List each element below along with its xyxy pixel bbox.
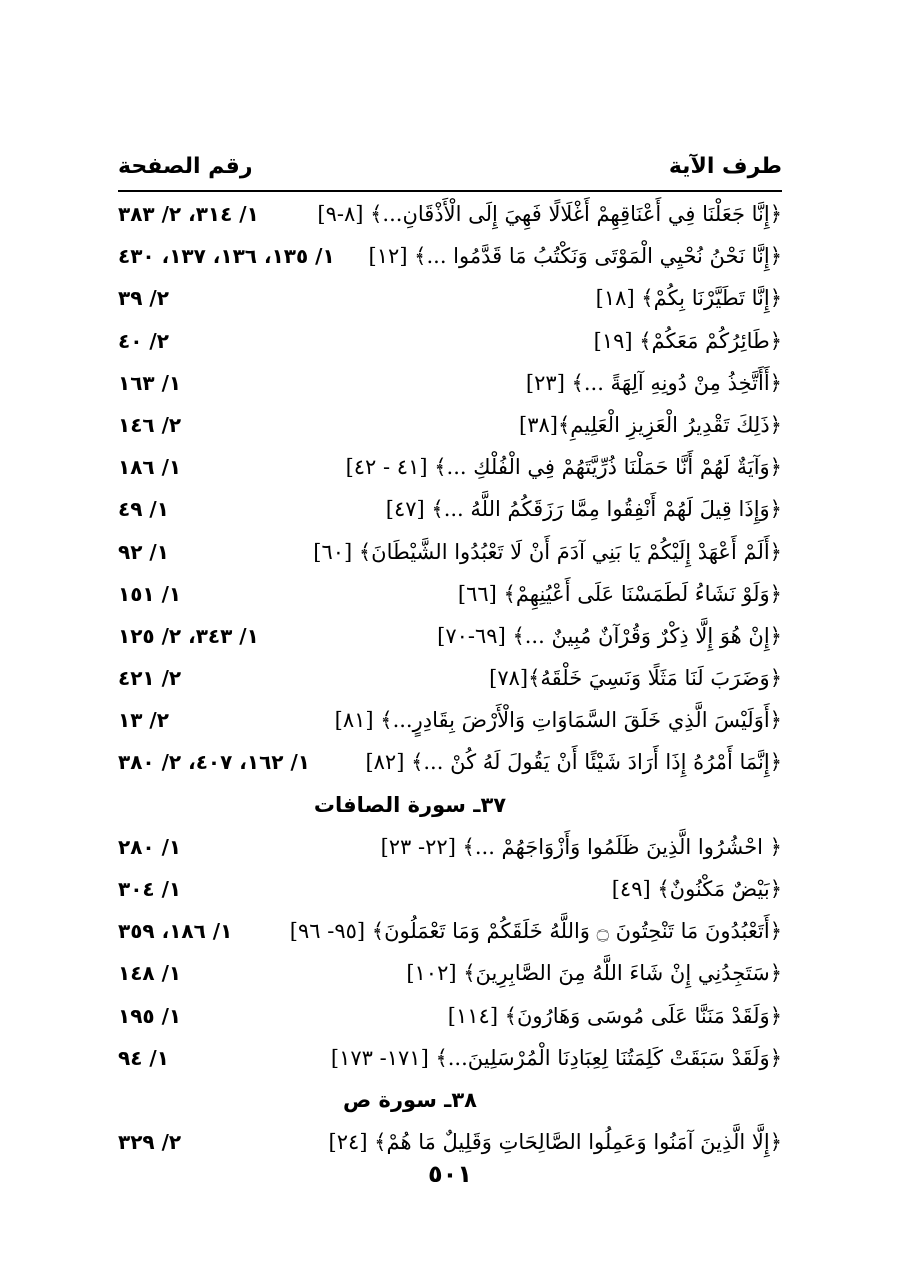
index-row — [118, 829, 782, 871]
index-row — [118, 871, 782, 913]
verse-text: ﴿إِنَّمَا أَمْرُهُ إِذَا أَرَادَ شَيْئًا أَنْ يَقُولَ لَهُ كُنْ ...﴾ [٨٢] — [365, 750, 782, 775]
page-reference: ١/ ١٦٢، ٤٠٧، ٢/ ٣٨٠ — [118, 750, 310, 775]
index-row — [118, 618, 782, 660]
verse-text: ﴿أَتَعْبُدُونَ مَا تَنْحِتُونَ ۝ وَاللَّهُ خَلَقَكُمْ وَمَا تَعْمَلُونَ﴾ [٩٥- ٩٦] — [289, 919, 782, 944]
page-reference: ١/ ٩٢ — [118, 539, 169, 564]
verse-text: ﴿إِنَّا تَطَيَّرْنَا بِكُمْ﴾ [١٨] — [595, 286, 782, 311]
index-row — [118, 449, 782, 491]
verse-text: ﴿وَآيَةٌ لَهُمْ أَنَّا حَمَلْنَا ذُرِّيَّتَهُمْ فِي الْفُلْكِ ...﴾ [٤١ - ٤٢] — [345, 455, 782, 480]
verse-text: ﴿ذَلِكَ تَقْدِيرُ الْعَزِيزِ الْعَلِيمِ﴾[٣٨] — [519, 412, 782, 437]
surah-heading — [118, 1082, 782, 1124]
verse-text: ﴿ احْشُرُوا الَّذِينَ ظَلَمُوا وَأَزْوَاجَهُمْ ...﴾ [٢٢- ٢٣] — [380, 834, 782, 859]
page-reference: ١/ ١٥١ — [118, 581, 182, 606]
page-reference: ٢/ ٣٢٩ — [118, 1130, 182, 1155]
surah-title: ٣٨ـ سورة ص — [343, 1087, 477, 1112]
surah-heading — [118, 787, 782, 829]
verse-text: ﴿طَائِرُكُمْ مَعَكُمْ﴾ [١٩] — [593, 328, 782, 353]
index-row — [118, 407, 782, 449]
page-reference: ١/ ١٩٥ — [118, 1003, 182, 1028]
page-reference: ١/ ٩٤ — [118, 1045, 169, 1070]
page-reference: ١/ ٣١٤، ٢/ ٣٨٣ — [118, 202, 259, 226]
page-reference: ٢/ ١٣ — [118, 708, 169, 733]
index-row — [118, 491, 782, 533]
page-reference: ١/ ١٤٨ — [118, 961, 182, 986]
page-reference: ١/ ١٦٣ — [118, 370, 182, 395]
page-reference: ٢/ ١٤٦ — [118, 412, 182, 437]
index-row — [118, 998, 782, 1040]
verse-text: ﴿وَلَوْ نَشَاءُ لَطَمَسْنَا عَلَى أَعْيُنِهِمْ﴾ [٦٦] — [457, 581, 782, 606]
page-reference: ١/ ٢٨٠ — [118, 834, 182, 859]
index-row — [118, 280, 782, 322]
verse-text: ﴿إِنْ هُوَ إِلَّا ذِكْرٌ وَقُرْآنٌ مُبِينٌ ...﴾ [٦٩-٧٠] — [437, 623, 782, 648]
page-reference: ١/ ١٨٦، ٣٥٩ — [118, 919, 233, 944]
page-reference: ٢/ ٣٩ — [118, 286, 169, 311]
page-reference: ١/ ٤٩ — [118, 497, 169, 522]
table-header — [118, 150, 782, 192]
index-row — [118, 534, 782, 576]
verse-text: ﴿سَتَجِدُنِي إِنْ شَاءَ اللَّهُ مِنَ الصَّابِرِينَ﴾ [١٠٢] — [406, 961, 782, 986]
page-reference: ٢/ ٤٢١ — [118, 666, 182, 691]
page-reference: ١/ ٣٠٤ — [118, 877, 182, 901]
surah-title: ٣٧ـ سورة الصافات — [313, 792, 507, 817]
verse-text: ﴿وَلَقَدْ مَنَنَّا عَلَى مُوسَى وَهَارُونَ﴾ [١١٤] — [447, 1003, 782, 1028]
index-row — [118, 196, 782, 238]
index-row — [118, 238, 782, 280]
page-reference: ١/ ٣٤٣، ٢/ ١٢٥ — [118, 623, 259, 648]
page-column-header: رقم الصفحة — [118, 154, 253, 179]
index-row — [118, 913, 782, 955]
page-number: ٥٠١ — [428, 1160, 472, 1188]
page-reference: ١/ ١٣٥، ١٣٦، ١٣٧، ٤٣٠ — [118, 244, 335, 269]
index-row — [118, 576, 782, 618]
verse-text: ﴿أَلَمْ أَعْهَدْ إِلَيْكُمْ يَا بَنِي آدَمَ أَنْ لَا تَعْبُدُوا الشَّيْطَانَ﴾ [٦٠] — [313, 539, 782, 564]
index-row — [118, 1040, 782, 1082]
index-row — [118, 702, 782, 744]
verse-column-header: طرف الآية — [668, 154, 782, 179]
verse-text: ﴿بَيْضٌ مَكْنُونٌ﴾ [٤٩] — [611, 877, 782, 901]
index-row — [118, 365, 782, 407]
verse-text: ﴿أَأَتَّخِذُ مِنْ دُونِهِ آلِهَةً ...﴾ [٢٣] — [525, 370, 782, 395]
index-row — [118, 660, 782, 702]
verse-text: ﴿إِلَّا الَّذِينَ آمَنُوا وَعَمِلُوا الصَّالِحَاتِ وَقَلِيلٌ مَا هُمْ﴾ [٢٤] — [328, 1130, 782, 1155]
page-reference: ٢/ ٤٠ — [118, 328, 169, 353]
index-rows — [118, 196, 782, 1166]
index-row — [118, 323, 782, 365]
verse-text: ﴿وَلَقَدْ سَبَقَتْ كَلِمَتُنَا لِعِبَادِنَا الْمُرْسَلِينَ...﴾ [١٧١- ١٧٣] — [330, 1045, 782, 1070]
verse-text: ﴿إِنَّا جَعَلْنَا فِي أَعْنَاقِهِمْ أَغْلَالًا فَهِيَ إِلَى الْأَذْقَانِ...﴾ [٨-٩] — [317, 202, 782, 226]
index-row — [118, 955, 782, 997]
verse-text: ﴿إِنَّا نَحْنُ نُحْيِي الْمَوْتَى وَنَكْتُبُ مَا قَدَّمُوا ...﴾ [١٢] — [368, 244, 782, 269]
verse-text: ﴿وَضَرَبَ لَنَا مَثَلًا وَنَسِيَ خَلْقَهُ﴾[٧٨] — [489, 666, 782, 691]
verse-text: ﴿وَإِذَا قِيلَ لَهُمْ أَنْفِقُوا مِمَّا رَزَقَكُمُ اللَّهُ ...﴾ [٤٧] — [385, 497, 782, 522]
index-row — [118, 744, 782, 786]
verse-text: ﴿أَوَلَيْسَ الَّذِي خَلَقَ السَّمَاوَاتِ وَالْأَرْضَ بِقَادِرٍ...﴾ [٨١] — [334, 708, 782, 733]
page-reference: ١/ ١٨٦ — [118, 455, 182, 480]
